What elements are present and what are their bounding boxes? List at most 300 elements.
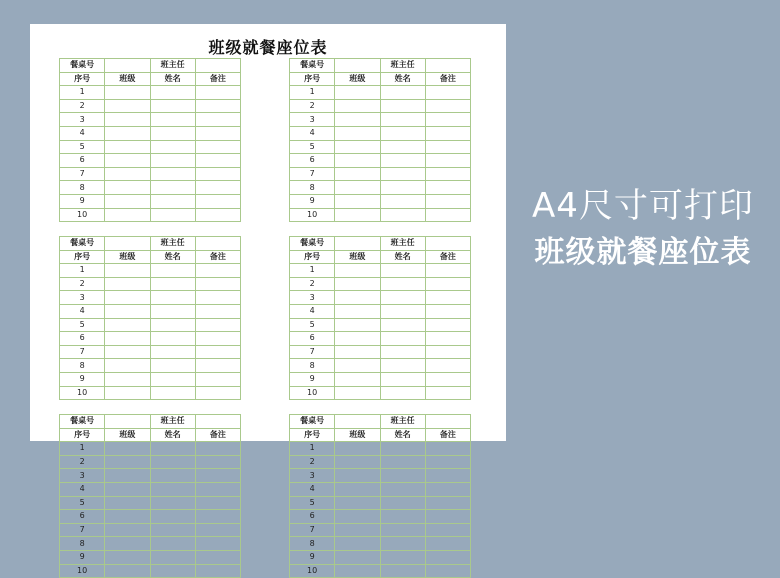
table-cell[interactable] xyxy=(105,140,150,154)
table-cell[interactable] xyxy=(150,86,195,100)
table-cell[interactable] xyxy=(150,264,195,278)
header-cell[interactable] xyxy=(335,237,380,251)
column-header-row xyxy=(290,72,471,86)
column-header: 班级 xyxy=(335,72,380,86)
table-cell[interactable] xyxy=(380,386,425,400)
table-cell[interactable] xyxy=(425,304,470,318)
row-number: 5 xyxy=(290,496,335,510)
header-cell: 班主任 xyxy=(150,59,195,73)
table-cell[interactable] xyxy=(335,277,380,291)
table-cell[interactable] xyxy=(425,167,470,181)
document-page xyxy=(30,24,506,575)
table-cell[interactable] xyxy=(105,304,150,318)
table-row xyxy=(290,113,471,127)
table-cell[interactable] xyxy=(150,291,195,305)
row-number: 4 xyxy=(290,482,335,496)
table-cell[interactable] xyxy=(380,304,425,318)
table-cell[interactable] xyxy=(105,359,150,373)
table-cell[interactable] xyxy=(150,564,195,578)
table-cell[interactable] xyxy=(380,113,425,127)
table-row xyxy=(290,372,471,386)
table-cell[interactable] xyxy=(105,167,150,181)
table-cell[interactable] xyxy=(150,510,195,524)
header-cell[interactable] xyxy=(425,237,470,251)
table-cell[interactable] xyxy=(380,496,425,510)
row-number: 2 xyxy=(60,99,105,113)
header-cell[interactable] xyxy=(195,237,240,251)
table-row xyxy=(60,469,241,483)
table-cell[interactable] xyxy=(150,386,195,400)
table-row xyxy=(60,523,241,537)
table-cell[interactable] xyxy=(380,140,425,154)
table-cell[interactable] xyxy=(380,181,425,195)
table-cell[interactable] xyxy=(195,537,240,551)
header-cell[interactable] xyxy=(195,59,240,73)
table-cell[interactable] xyxy=(380,194,425,208)
table-cell[interactable] xyxy=(425,386,470,400)
table-cell[interactable] xyxy=(195,455,240,469)
table-cell[interactable] xyxy=(105,86,150,100)
seating-table xyxy=(59,236,241,400)
column-header: 姓名 xyxy=(380,250,425,264)
table-cell[interactable] xyxy=(195,332,240,346)
table-cell[interactable] xyxy=(425,181,470,195)
header-cell: 班主任 xyxy=(380,237,425,251)
table-cell[interactable] xyxy=(380,154,425,168)
table-header-row xyxy=(60,415,241,429)
table-cell[interactable] xyxy=(335,510,380,524)
table-row xyxy=(60,359,241,373)
table-cell[interactable] xyxy=(195,372,240,386)
table-cell[interactable] xyxy=(335,564,380,578)
table-cell[interactable] xyxy=(335,318,380,332)
table-cell[interactable] xyxy=(105,113,150,127)
table-cell[interactable] xyxy=(425,264,470,278)
table-cell[interactable] xyxy=(105,523,150,537)
column-header: 备注 xyxy=(425,428,470,442)
table-cell[interactable] xyxy=(195,469,240,483)
table-header-row xyxy=(290,237,471,251)
row-number: 3 xyxy=(60,113,105,127)
table-cell[interactable] xyxy=(105,264,150,278)
header-cell: 餐桌号 xyxy=(60,59,105,73)
table-cell[interactable] xyxy=(105,194,150,208)
table-cell[interactable] xyxy=(425,332,470,346)
header-cell[interactable] xyxy=(105,237,150,251)
table-cell[interactable] xyxy=(425,277,470,291)
table-cell[interactable] xyxy=(335,537,380,551)
table-cell[interactable] xyxy=(195,359,240,373)
table-cell[interactable] xyxy=(380,332,425,346)
table-cell[interactable] xyxy=(195,386,240,400)
table-row xyxy=(290,126,471,140)
column-header: 姓名 xyxy=(150,250,195,264)
column-header: 序号 xyxy=(290,250,335,264)
seating-table xyxy=(289,414,471,578)
table-cell[interactable] xyxy=(380,345,425,359)
table-cell[interactable] xyxy=(150,332,195,346)
table-cell[interactable] xyxy=(105,442,150,456)
table-row xyxy=(60,167,241,181)
table-cell[interactable] xyxy=(335,113,380,127)
table-cell[interactable] xyxy=(105,482,150,496)
table-cell[interactable] xyxy=(425,510,470,524)
table-cell[interactable] xyxy=(150,208,195,222)
table-cell[interactable] xyxy=(380,550,425,564)
table-cell[interactable] xyxy=(425,345,470,359)
table-cell[interactable] xyxy=(425,208,470,222)
column-header-row xyxy=(290,428,471,442)
table-cell[interactable] xyxy=(195,564,240,578)
header-cell[interactable] xyxy=(335,59,380,73)
table-cell[interactable] xyxy=(105,510,150,524)
table-cell[interactable] xyxy=(195,318,240,332)
table-cell[interactable] xyxy=(105,291,150,305)
table-cell[interactable] xyxy=(150,537,195,551)
table-cell[interactable] xyxy=(335,194,380,208)
table-cell[interactable] xyxy=(335,372,380,386)
table-cell[interactable] xyxy=(425,537,470,551)
table-row xyxy=(290,277,471,291)
table-cell[interactable] xyxy=(425,86,470,100)
table-cell[interactable] xyxy=(380,372,425,386)
row-number: 5 xyxy=(60,496,105,510)
table-row xyxy=(290,550,471,564)
table-cell[interactable] xyxy=(105,496,150,510)
table-cell[interactable] xyxy=(195,277,240,291)
table-cell[interactable] xyxy=(335,291,380,305)
table-row xyxy=(290,264,471,278)
table-cell[interactable] xyxy=(335,359,380,373)
table-cell[interactable] xyxy=(195,442,240,456)
table-row xyxy=(290,154,471,168)
table-row xyxy=(290,194,471,208)
table-cell[interactable] xyxy=(380,359,425,373)
table-row xyxy=(60,332,241,346)
table-cell[interactable] xyxy=(150,167,195,181)
table-cell[interactable] xyxy=(425,99,470,113)
table-row xyxy=(60,86,241,100)
table-cell[interactable] xyxy=(150,318,195,332)
table-row xyxy=(60,208,241,222)
table-cell[interactable] xyxy=(195,550,240,564)
table-row xyxy=(290,537,471,551)
table-row xyxy=(60,181,241,195)
table-cell[interactable] xyxy=(335,523,380,537)
table-cell[interactable] xyxy=(150,523,195,537)
table-cell[interactable] xyxy=(195,167,240,181)
table-cell[interactable] xyxy=(195,113,240,127)
table-cell[interactable] xyxy=(425,564,470,578)
table-cell[interactable] xyxy=(195,264,240,278)
table-header-row xyxy=(290,59,471,73)
seating-table xyxy=(289,236,471,400)
table-cell[interactable] xyxy=(380,442,425,456)
table-cell[interactable] xyxy=(195,208,240,222)
row-number: 1 xyxy=(60,86,105,100)
row-number: 2 xyxy=(60,455,105,469)
row-number: 10 xyxy=(60,564,105,578)
table-cell[interactable] xyxy=(150,372,195,386)
table-cell[interactable] xyxy=(150,345,195,359)
table-row xyxy=(60,99,241,113)
table-cell[interactable] xyxy=(105,332,150,346)
table-cell[interactable] xyxy=(380,291,425,305)
column-header-row xyxy=(60,72,241,86)
table-cell[interactable] xyxy=(150,482,195,496)
table-cell[interactable] xyxy=(195,140,240,154)
table-row xyxy=(60,277,241,291)
header-cell: 班主任 xyxy=(380,415,425,429)
table-cell[interactable] xyxy=(195,86,240,100)
promo-line-1: A4尺寸可打印 xyxy=(532,186,754,226)
table-cell[interactable] xyxy=(335,386,380,400)
row-number: 1 xyxy=(290,86,335,100)
table-cell[interactable] xyxy=(150,194,195,208)
table-cell[interactable] xyxy=(335,86,380,100)
table-cell[interactable] xyxy=(425,291,470,305)
table-cell[interactable] xyxy=(380,564,425,578)
table-cell[interactable] xyxy=(425,550,470,564)
row-number: 3 xyxy=(290,469,335,483)
table-row xyxy=(290,208,471,222)
table-row xyxy=(60,386,241,400)
table-row xyxy=(60,550,241,564)
table-cell[interactable] xyxy=(335,264,380,278)
table-cell[interactable] xyxy=(105,318,150,332)
row-number: 4 xyxy=(290,126,335,140)
row-number: 8 xyxy=(60,537,105,551)
table-row xyxy=(60,291,241,305)
table-cell[interactable] xyxy=(380,126,425,140)
row-number: 6 xyxy=(60,332,105,346)
table-cell[interactable] xyxy=(195,291,240,305)
table-cell[interactable] xyxy=(195,510,240,524)
table-cell[interactable] xyxy=(335,482,380,496)
table-row xyxy=(60,140,241,154)
table-cell[interactable] xyxy=(150,277,195,291)
row-number: 9 xyxy=(290,194,335,208)
row-number: 7 xyxy=(290,167,335,181)
row-number: 4 xyxy=(290,304,335,318)
table-cell[interactable] xyxy=(195,496,240,510)
row-number: 2 xyxy=(290,99,335,113)
table-cell[interactable] xyxy=(425,140,470,154)
table-cell[interactable] xyxy=(425,126,470,140)
table-row xyxy=(60,154,241,168)
table-cell[interactable] xyxy=(195,304,240,318)
table-cell[interactable] xyxy=(425,194,470,208)
table-row xyxy=(60,537,241,551)
table-cell[interactable] xyxy=(150,154,195,168)
table-row xyxy=(60,372,241,386)
table-row xyxy=(60,496,241,510)
table-cell[interactable] xyxy=(425,455,470,469)
table-cell[interactable] xyxy=(105,455,150,469)
table-cell[interactable] xyxy=(195,523,240,537)
row-number: 10 xyxy=(60,208,105,222)
table-cell[interactable] xyxy=(105,154,150,168)
table-cell[interactable] xyxy=(105,277,150,291)
table-cell[interactable] xyxy=(335,345,380,359)
table-cell[interactable] xyxy=(335,167,380,181)
header-cell[interactable] xyxy=(425,59,470,73)
table-cell[interactable] xyxy=(335,455,380,469)
table-cell[interactable] xyxy=(425,113,470,127)
table-cell[interactable] xyxy=(150,442,195,456)
table-cell[interactable] xyxy=(195,99,240,113)
table-cell[interactable] xyxy=(195,181,240,195)
table-row xyxy=(60,345,241,359)
row-number: 2 xyxy=(290,455,335,469)
row-number: 10 xyxy=(60,386,105,400)
table-cell[interactable] xyxy=(425,523,470,537)
table-cell[interactable] xyxy=(105,469,150,483)
column-header: 序号 xyxy=(60,428,105,442)
table-cell[interactable] xyxy=(425,482,470,496)
table-cell[interactable] xyxy=(335,208,380,222)
table-cell[interactable] xyxy=(195,194,240,208)
table-cell[interactable] xyxy=(105,372,150,386)
document-title: 班级就餐座位表 xyxy=(208,38,328,57)
table-cell[interactable] xyxy=(335,304,380,318)
table-cell[interactable] xyxy=(380,523,425,537)
header-cell[interactable] xyxy=(425,415,470,429)
table-cell[interactable] xyxy=(195,126,240,140)
table-cell[interactable] xyxy=(425,442,470,456)
table-cell[interactable] xyxy=(335,550,380,564)
table-cell[interactable] xyxy=(105,126,150,140)
table-row xyxy=(290,140,471,154)
table-cell[interactable] xyxy=(195,482,240,496)
table-row xyxy=(60,194,241,208)
header-cell: 班主任 xyxy=(150,237,195,251)
header-cell[interactable] xyxy=(105,415,150,429)
table-row xyxy=(60,482,241,496)
row-number: 3 xyxy=(290,291,335,305)
table-cell[interactable] xyxy=(105,181,150,195)
table-cell[interactable] xyxy=(105,537,150,551)
table-cell[interactable] xyxy=(380,208,425,222)
table-cell[interactable] xyxy=(150,99,195,113)
row-number: 1 xyxy=(60,264,105,278)
table-cell[interactable] xyxy=(105,564,150,578)
table-row xyxy=(290,345,471,359)
table-cell[interactable] xyxy=(425,359,470,373)
table-cell[interactable] xyxy=(335,469,380,483)
header-cell[interactable] xyxy=(335,415,380,429)
table-row xyxy=(60,304,241,318)
table-row xyxy=(60,126,241,140)
row-number: 8 xyxy=(290,359,335,373)
row-number: 5 xyxy=(290,140,335,154)
table-cell[interactable] xyxy=(335,140,380,154)
row-number: 8 xyxy=(290,181,335,195)
table-cell[interactable] xyxy=(335,181,380,195)
table-cell[interactable] xyxy=(335,154,380,168)
table-cell[interactable] xyxy=(105,99,150,113)
row-number: 8 xyxy=(60,359,105,373)
table-row xyxy=(290,167,471,181)
table-cell[interactable] xyxy=(150,140,195,154)
table-cell[interactable] xyxy=(105,386,150,400)
table-cell[interactable] xyxy=(425,372,470,386)
table-row xyxy=(60,564,241,578)
row-number: 9 xyxy=(290,550,335,564)
row-number: 9 xyxy=(60,550,105,564)
table-cell[interactable] xyxy=(105,208,150,222)
table-cell[interactable] xyxy=(150,455,195,469)
table-row xyxy=(290,386,471,400)
row-number: 5 xyxy=(60,318,105,332)
column-header: 班级 xyxy=(105,250,150,264)
row-number: 10 xyxy=(290,564,335,578)
table-cell[interactable] xyxy=(150,126,195,140)
table-cell[interactable] xyxy=(425,154,470,168)
row-number: 7 xyxy=(60,167,105,181)
table-cell[interactable] xyxy=(425,496,470,510)
table-row xyxy=(60,442,241,456)
table-cell[interactable] xyxy=(335,99,380,113)
column-header-row xyxy=(60,428,241,442)
table-cell[interactable] xyxy=(380,167,425,181)
row-number: 3 xyxy=(290,113,335,127)
header-cell[interactable] xyxy=(105,59,150,73)
table-cell[interactable] xyxy=(425,469,470,483)
table-cell[interactable] xyxy=(380,537,425,551)
table-cell[interactable] xyxy=(335,442,380,456)
table-row xyxy=(290,564,471,578)
table-cell[interactable] xyxy=(150,113,195,127)
table-cell[interactable] xyxy=(150,550,195,564)
header-cell[interactable] xyxy=(195,415,240,429)
table-cell[interactable] xyxy=(335,126,380,140)
table-cell[interactable] xyxy=(380,455,425,469)
table-cell[interactable] xyxy=(150,359,195,373)
table-cell[interactable] xyxy=(380,510,425,524)
table-cell[interactable] xyxy=(195,154,240,168)
table-row xyxy=(290,86,471,100)
table-cell[interactable] xyxy=(105,550,150,564)
table-cell[interactable] xyxy=(380,482,425,496)
table-cell[interactable] xyxy=(380,469,425,483)
table-cell[interactable] xyxy=(105,345,150,359)
row-number: 4 xyxy=(60,304,105,318)
table-cell[interactable] xyxy=(380,99,425,113)
table-header-row xyxy=(60,237,241,251)
row-number: 1 xyxy=(290,442,335,456)
table-row xyxy=(60,318,241,332)
table-cell[interactable] xyxy=(380,86,425,100)
column-header: 备注 xyxy=(195,250,240,264)
table-row xyxy=(60,510,241,524)
table-cell[interactable] xyxy=(335,496,380,510)
column-header: 备注 xyxy=(195,72,240,86)
table-cell[interactable] xyxy=(150,496,195,510)
table-cell[interactable] xyxy=(150,304,195,318)
table-cell[interactable] xyxy=(425,318,470,332)
table-cell[interactable] xyxy=(150,181,195,195)
table-cell[interactable] xyxy=(380,264,425,278)
table-cell[interactable] xyxy=(335,332,380,346)
table-cell[interactable] xyxy=(195,345,240,359)
table-cell[interactable] xyxy=(380,277,425,291)
table-cell[interactable] xyxy=(380,318,425,332)
header-cell: 餐桌号 xyxy=(290,415,335,429)
column-header: 姓名 xyxy=(380,428,425,442)
header-cell: 班主任 xyxy=(380,59,425,73)
table-cell[interactable] xyxy=(150,469,195,483)
